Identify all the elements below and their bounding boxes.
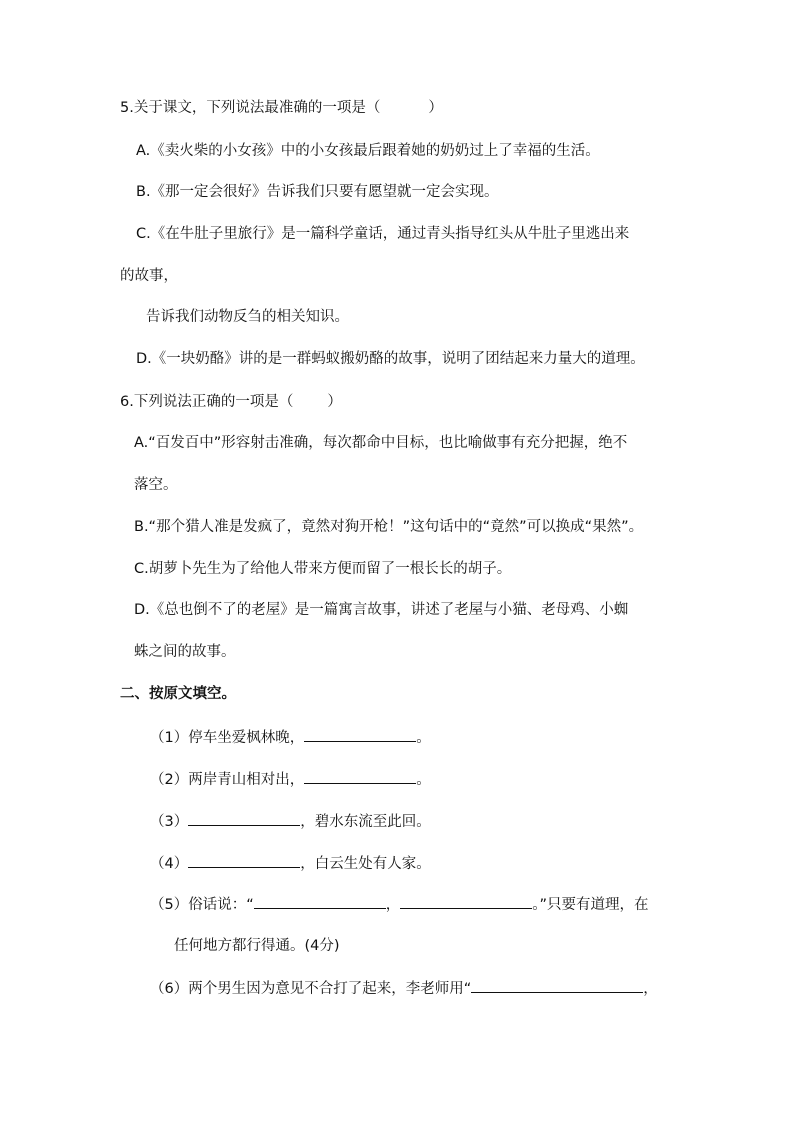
item-number: （5） [150, 897, 189, 913]
question-paren-close: ） [428, 100, 443, 116]
q6-option-a: A.“百发百中”形容射击准确，每次都命中目标，也比喻做事有充分把握，绝不 [134, 435, 628, 451]
fill-item-6: （6）两个男生因为意见不合打了起来，李老师用“ ， [150, 978, 658, 999]
item-number: （1） [150, 730, 189, 746]
section-heading: 二、按原文填空。 [120, 686, 236, 702]
answer-blank[interactable] [400, 894, 532, 909]
answer-blank[interactable] [188, 853, 300, 868]
item-text: 俗话说：“ [188, 897, 254, 913]
q5-option-c: C.《在牛肚子里旅行》是一篇科学童话，通过青头指导红头从牛肚子里逃出来 [136, 226, 630, 242]
answer-blank[interactable] [304, 727, 416, 742]
fill-item-4 [150, 853, 431, 874]
question-text: 下列说法正确的一项是（ [133, 394, 294, 410]
q6-option-a-cont: 落空。 [134, 477, 178, 493]
q5-option-b: B.《那一定会很好》告诉我们只要有愿望就一定会实现。 [136, 184, 499, 200]
fill-item-5-cont [174, 936, 340, 956]
q6-option-d-cont: 蛛之间的故事。 [134, 644, 236, 660]
q5-option-d: D.《一块奶酪》讲的是一群蚂蚁搬奶酪的故事，说明了团结起来力量大的道理。 [136, 351, 645, 367]
item-number: （2） [150, 772, 189, 788]
fill-item-3 [150, 811, 431, 832]
score-label: (4分) [304, 938, 340, 954]
item-text: 停车坐爱枫林晚， [188, 730, 305, 746]
q6-option-d: D.《总也倒不了的老屋》是一篇寓言故事，讲述了老屋与小猫、老母鸡、小蜘 [134, 602, 629, 618]
q6-option-b: B.“那个猎人准是发疯了，竟然对狗开枪！”这句话中的“竟然”可以换成“果然”。 [134, 519, 644, 535]
item-number: （6） [150, 981, 189, 997]
item-text: 两个男生因为意见不合打了起来，李老师用“ [188, 981, 472, 997]
question-text: 关于课文，下列说法最准确的一项是（ [133, 100, 381, 116]
fill-item-1: （1）停车坐爱枫林晚， 。 [150, 727, 431, 748]
question-number: 6. [120, 394, 134, 410]
answer-blank[interactable] [304, 769, 416, 784]
q6-option-c: C.胡萝卜先生为了给他人带来方便而留了一根长长的胡子。 [134, 561, 512, 577]
item-text: ，白云生处有人家。 [300, 856, 431, 872]
question-5-stem [120, 98, 443, 118]
question-paren-close: ） [327, 394, 342, 410]
fill-item-5: （5）俗话说：“ ， 。”只要有道理，在 [150, 894, 649, 915]
fill-item-2: （2）两岸青山相对出， 。 [150, 769, 431, 790]
item-text: 任何地方都行得通。 [174, 938, 305, 954]
item-text: 两岸青山相对出， [188, 772, 305, 788]
item-number: （3） [150, 814, 189, 830]
q5-option-c-cont: 的故事， [120, 268, 178, 284]
answer-blank[interactable] [471, 978, 643, 993]
q5-option-c-cont2: 告诉我们动物反刍的相关知识。 [146, 309, 349, 325]
question-number: 5. [120, 100, 134, 116]
question-6-stem [120, 392, 342, 412]
item-number: （4） [150, 856, 189, 872]
answer-blank[interactable] [188, 811, 300, 826]
item-text: ，碧水东流至此回。 [300, 814, 431, 830]
answer-blank[interactable] [254, 894, 386, 909]
q5-option-a: A.《卖火柴的小女孩》中的小女孩最后跟着她的奶奶过上了幸福的生活。 [136, 143, 600, 159]
